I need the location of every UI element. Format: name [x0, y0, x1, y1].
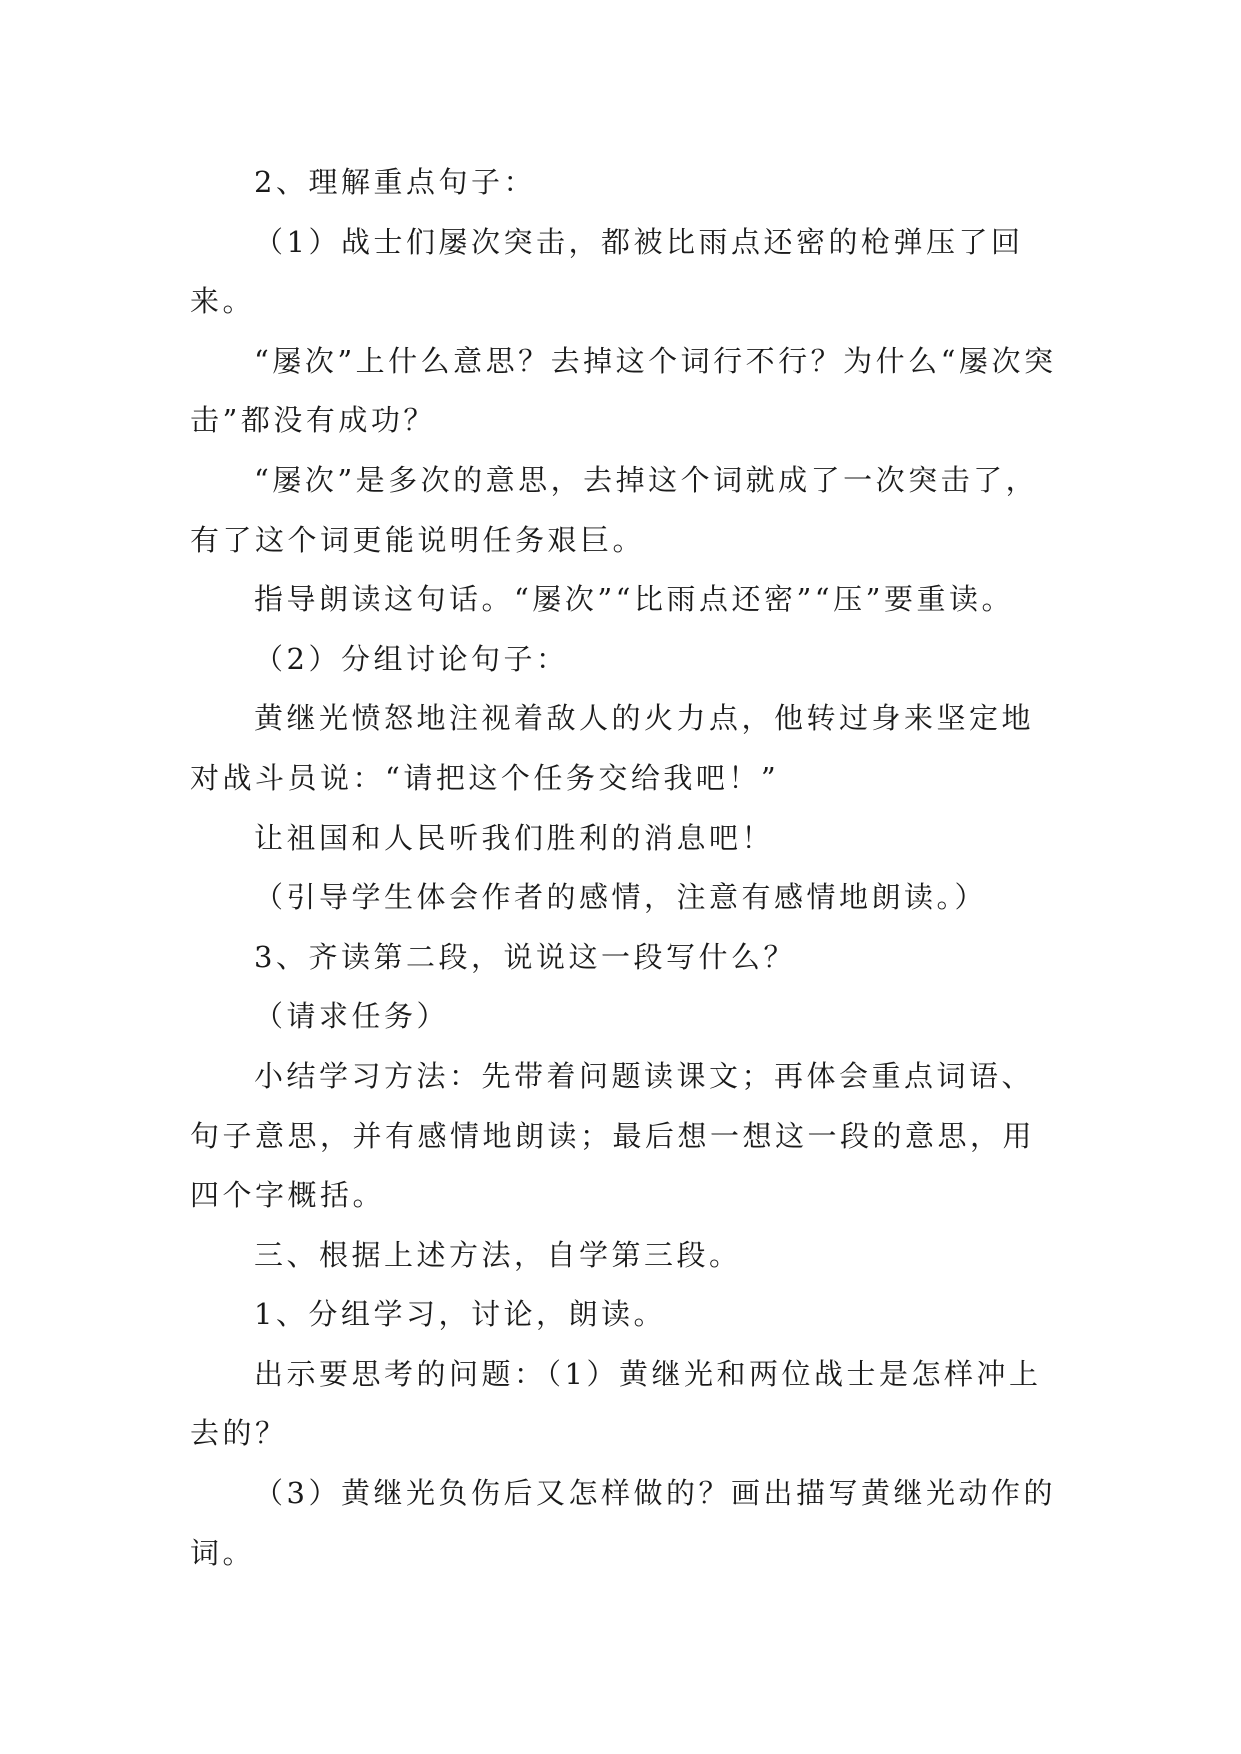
- paragraph: “屡次”是多次的意思，去掉这个词就成了一次突击了，有了这个词更能说明任务艰巨。: [190, 462, 1039, 557]
- paragraph: （3）黄继光负伤后又怎样做的？画出描写黄继光动作的词。: [190, 1476, 1056, 1570]
- paragraph: 三、根据上述方法，自学第三段。: [254, 1237, 742, 1272]
- document-body: [190, 153, 1060, 1583]
- paragraph: 黄继光愤怒地注视着敌人的火力点，他转过身来坚定地对战斗员说：“请把这个任务交给我吧！”: [190, 701, 1035, 795]
- paragraph: “屡次”上什么意思？去掉这个词行不行？为什么“屡次突击”都没有成功？: [190, 343, 1057, 438]
- paragraph: 让祖国和人民听我们胜利的消息吧！: [254, 820, 775, 855]
- paragraph: 2、理解重点句子：: [254, 165, 536, 199]
- paragraph: 3、齐读第二段，说说这一段写什么？: [254, 939, 796, 974]
- paragraph: （2）分组讨论句子：: [254, 641, 569, 676]
- paragraph: 小结学习方法：先带着问题读课文；再体会重点词语、句子意思，并有感情地朗读；最后想一想这一段的意思，用四个字概括。: [190, 1058, 1036, 1213]
- paragraph: （1）战士们屡次突击，都被比雨点还密的枪弹压了回来。: [190, 224, 1024, 319]
- paragraph: （请求任务）: [254, 999, 450, 1034]
- paragraph: （引导学生体会作者的感情，注意有感情地朗读。）: [254, 880, 988, 915]
- paragraph: 1、分组学习，讨论，朗读。: [254, 1297, 666, 1332]
- paragraph: 出示要思考的问题：（1）黄继光和两位战士是怎样冲上去的？: [190, 1356, 1042, 1451]
- paragraph: 指导朗读这句话。“屡次”“比雨点还密”“压”要重读。: [254, 582, 1014, 617]
